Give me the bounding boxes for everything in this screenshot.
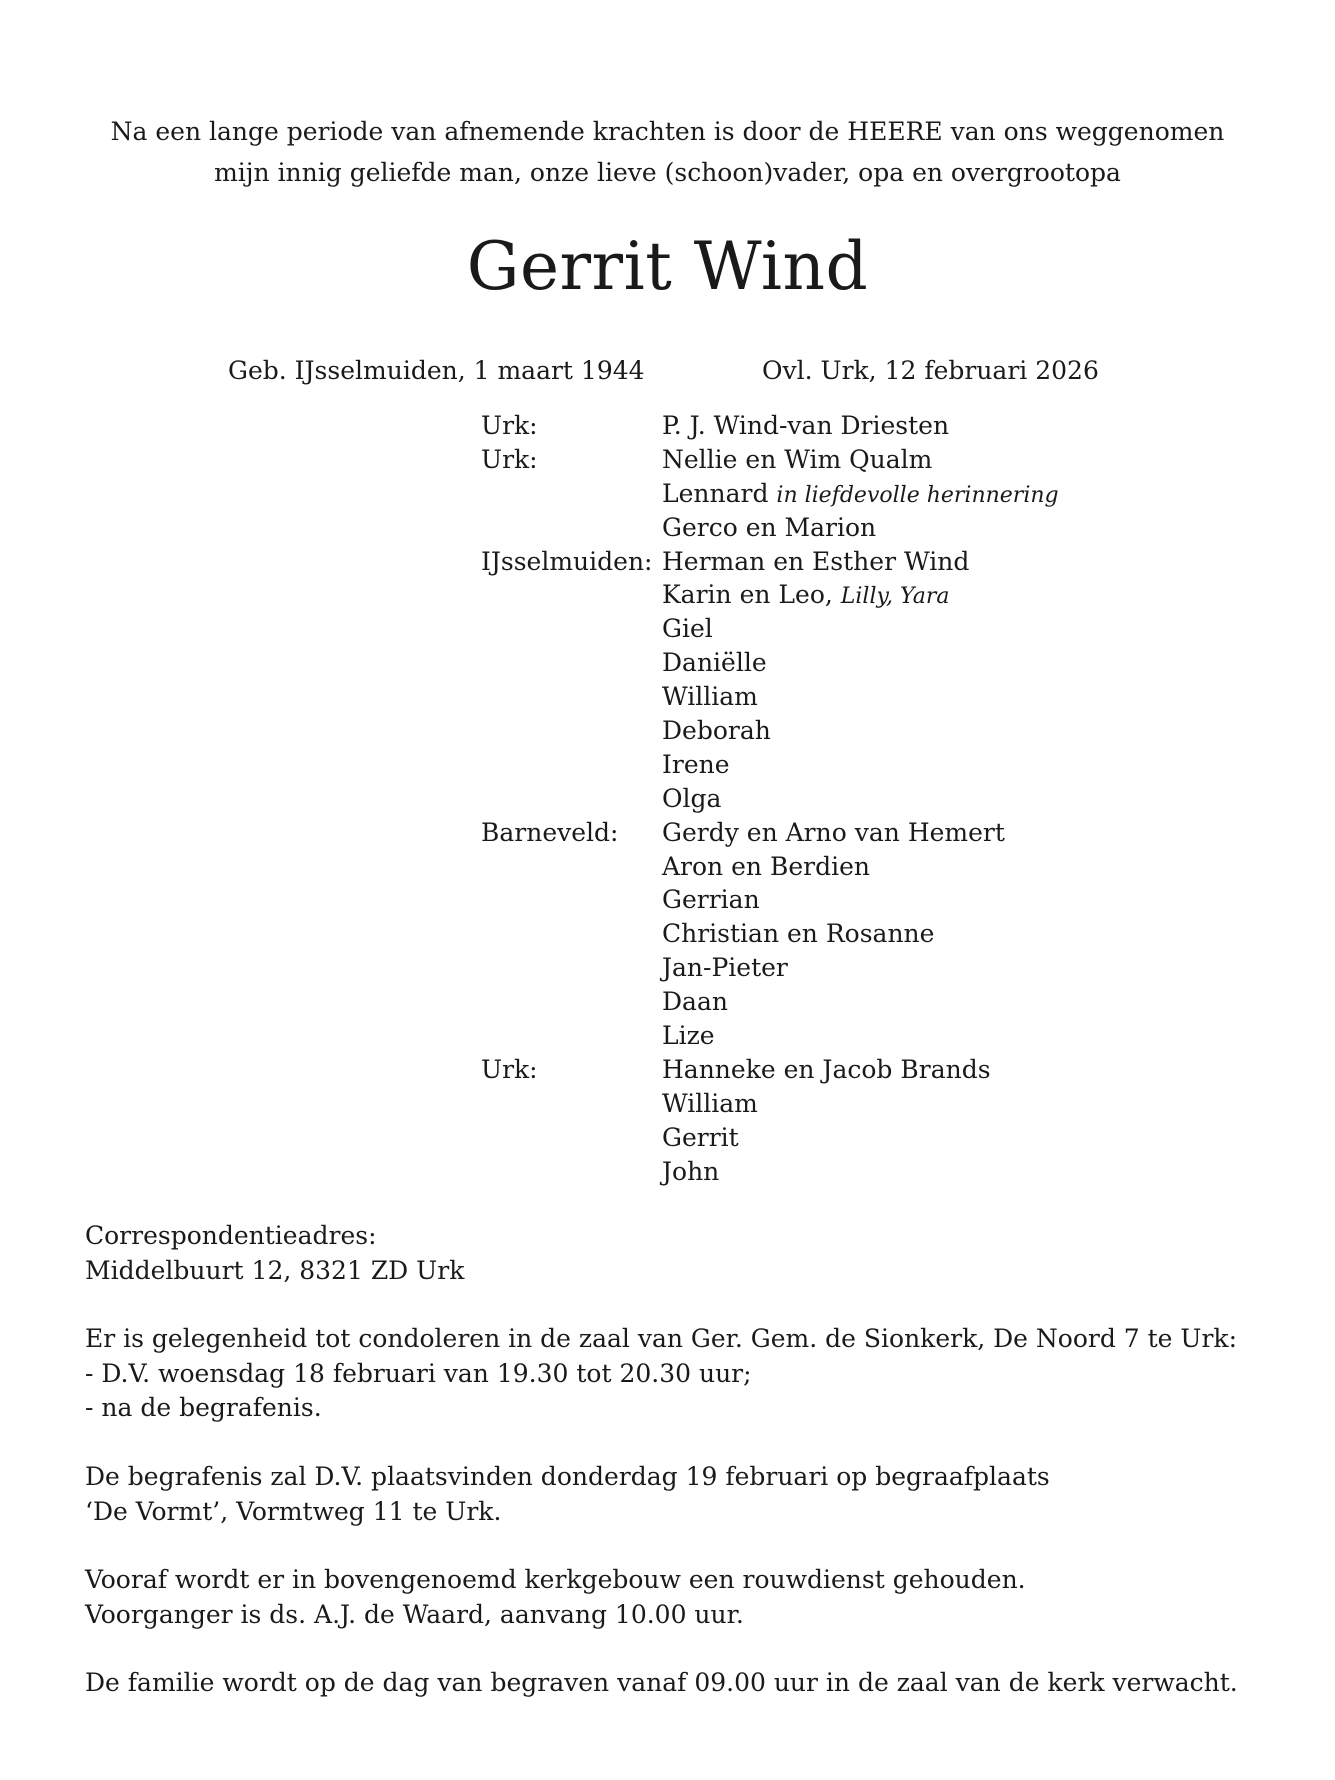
funeral-line-1: De begrafenis zal D.V. plaatsvinden donderdag 19 februari op begraafplaats [85, 1462, 1050, 1491]
family-row [481, 511, 1059, 545]
deceased-name: Gerrit Wind [466, 228, 869, 305]
family-row [481, 782, 1059, 816]
family-list [481, 409, 1059, 1188]
family-member-name: Lize [662, 1021, 715, 1051]
family-member-name: Gerrian [662, 885, 760, 915]
family-row [481, 985, 1059, 1019]
condolence-line-3: - na de begrafenis. [85, 1393, 322, 1422]
family-member [662, 680, 758, 714]
service-line-1: Vooraf wordt er in bovengenoemd kerkgebouw een rouwdienst gehouden. [85, 1565, 1026, 1594]
family-member-name: P. J. Wind-van Driesten [662, 411, 950, 440]
family-member [662, 409, 949, 443]
family-row [481, 748, 1059, 782]
family-member [662, 816, 1005, 850]
family-member [662, 985, 728, 1019]
condolence-block [85, 1322, 1237, 1426]
condolence-line-2: - D.V. woensdag 18 februari van 19.30 tot 20.30 uur; [85, 1358, 752, 1388]
intro-line-1: Na een lange periode van afnemende krachten is door de HEERE van ons weggenomen [110, 117, 1225, 146]
family-place [481, 782, 662, 816]
family-place [481, 1155, 662, 1189]
family-row [481, 477, 1059, 511]
intro-text [0, 111, 1335, 193]
family-member-name: Deborah [662, 716, 771, 746]
family-member [662, 951, 788, 985]
family-member-name: Jan-Pieter [662, 953, 788, 983]
family-expected-block [85, 1666, 1238, 1701]
family-place [481, 680, 662, 714]
family-member-name: Lennard [662, 478, 777, 508]
family-member [662, 850, 870, 884]
family-member [662, 612, 713, 646]
family-member [662, 578, 950, 612]
family-place: IJsselmuiden: [481, 546, 653, 576]
family-member-name: Gerco en Marion [662, 512, 877, 542]
family-row [481, 1155, 1059, 1189]
correspondence-block [85, 1219, 464, 1288]
family-row [481, 816, 1059, 850]
family-member [662, 443, 932, 477]
family-place [481, 985, 662, 1019]
family-member [662, 477, 1059, 511]
family-member-name: Daniëlle [662, 648, 767, 678]
family-place: Barneveld: [481, 817, 619, 847]
family-member-name: Herman en Esther Wind [662, 546, 970, 576]
family-member [662, 917, 934, 951]
family-member [662, 511, 876, 545]
family-row [481, 1019, 1059, 1053]
family-member-name: John [662, 1156, 720, 1186]
family-place [481, 1019, 662, 1053]
family-member-note: in liefdevolle herinnering [776, 482, 1059, 508]
funeral-block [85, 1460, 1050, 1529]
family-row [481, 409, 1059, 443]
family-member-name: Irene [662, 749, 730, 779]
family-member [662, 1155, 719, 1189]
family-place [481, 477, 662, 511]
family-member [662, 1087, 758, 1121]
family-place [481, 1121, 662, 1155]
family-place: Urk: [481, 411, 538, 440]
family-place [481, 578, 662, 612]
family-member-name: Olga [662, 783, 722, 813]
family-row [481, 612, 1059, 646]
family-member [662, 545, 969, 579]
family-place [481, 612, 662, 646]
intro-line-2: mijn innig geliefde man, onze lieve (schoon)vader, opa en overgrootopa [214, 158, 1121, 187]
death-info: Ovl. Urk, 12 februari 2026 [762, 356, 1099, 385]
family-row [481, 443, 1059, 477]
family-row [481, 951, 1059, 985]
family-member [662, 646, 767, 680]
family-row [481, 545, 1059, 579]
family-place [481, 646, 662, 680]
family-row [481, 1121, 1059, 1155]
correspondence-address: Middelbuurt 12, 8321 ZD Urk [85, 1255, 465, 1285]
family-member-note: Lilly, Yara [840, 584, 950, 610]
family-member-name: William [662, 682, 758, 712]
family-place [481, 850, 662, 884]
family-member-name: Gerrit [662, 1122, 739, 1152]
family-row [481, 646, 1059, 680]
family-member [662, 714, 771, 748]
family-place: Urk: [481, 1054, 538, 1084]
family-place [481, 951, 662, 985]
family-row [481, 883, 1059, 917]
family-member [662, 1019, 715, 1053]
family-member-name: Hanneke en Jacob Brands [662, 1054, 991, 1084]
family-row [481, 1053, 1059, 1087]
family-row [481, 578, 1059, 612]
service-line-2: Voorganger is ds. A.J. de Waard, aanvang 10.00 uur. [85, 1599, 744, 1629]
family-member-name: Nellie en Wim Qualm [662, 444, 933, 474]
family-member-name: Gerdy en Arno van Hemert [662, 817, 1005, 847]
family-row [481, 1087, 1059, 1121]
family-row [481, 680, 1059, 714]
family-member-name: William [662, 1088, 758, 1118]
family-place [481, 883, 662, 917]
birth-info: Geb. IJsselmuiden, 1 maart 1944 [228, 356, 645, 385]
family-member [662, 883, 760, 917]
family-member-name: Giel [662, 614, 713, 644]
family-member-name: Christian en Rosanne [662, 919, 935, 949]
family-place [481, 1087, 662, 1121]
family-place [481, 714, 662, 748]
family-place [481, 917, 662, 951]
correspondence-label: Correspondentieadres: [85, 1221, 377, 1250]
family-member [662, 748, 730, 782]
service-block [85, 1563, 1026, 1632]
condolence-line-1: Er is gelegenheid tot condoleren in de zaal van Ger. Gem. de Sionkerk, De Noord 7 te Urk: [85, 1324, 1238, 1353]
family-member-name: Daan [662, 987, 728, 1017]
family-place [481, 511, 662, 545]
family-member [662, 782, 721, 816]
family-place: Urk: [481, 444, 538, 474]
family-member [662, 1053, 991, 1087]
family-row [481, 714, 1059, 748]
family-member [662, 1121, 739, 1155]
family-member-name: Aron en Berdien [662, 851, 870, 881]
funeral-line-2: ‘De Vormt’, Vormtweg 11 te Urk. [85, 1496, 502, 1526]
family-row [481, 917, 1059, 951]
family-expected-line: De familie wordt op de dag van begraven vanaf 09.00 uur in de zaal van de kerk verwacht. [85, 1668, 1238, 1697]
family-member-name: Karin en Leo, [662, 580, 841, 610]
family-row [481, 850, 1059, 884]
family-place [481, 748, 662, 782]
